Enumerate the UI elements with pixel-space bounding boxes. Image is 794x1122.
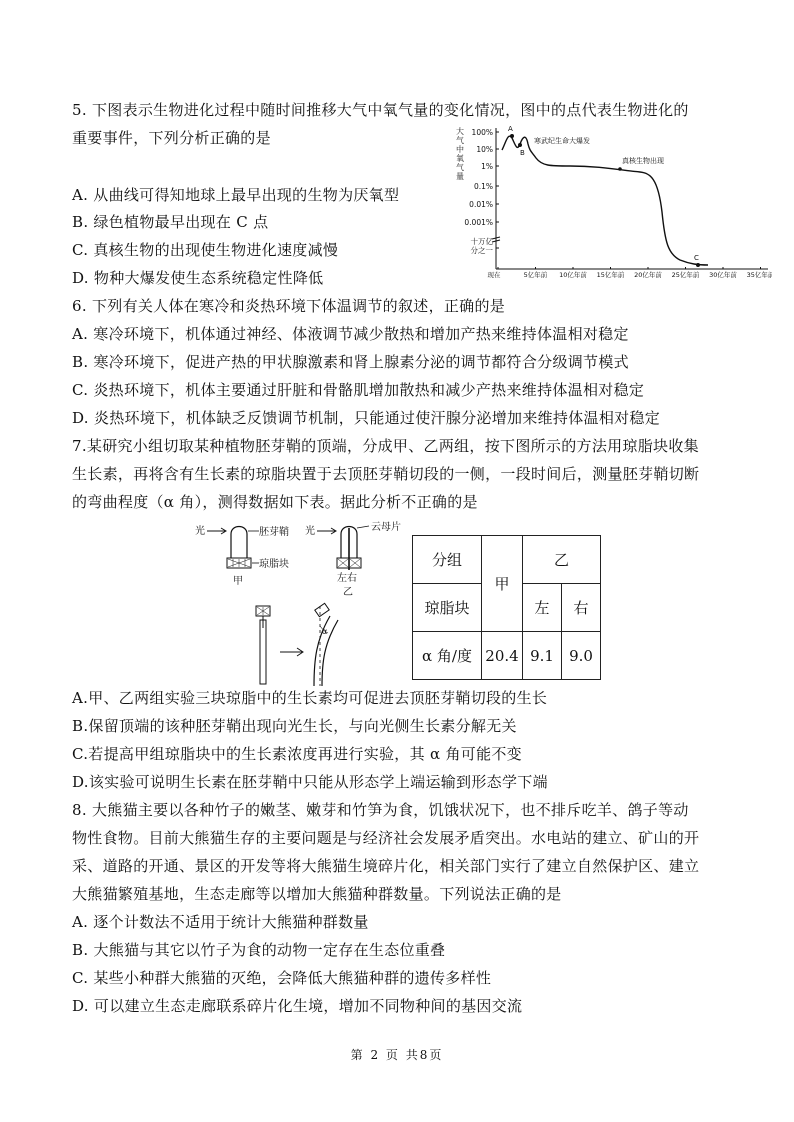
agar-label: 琼脂块 [259,559,289,570]
agar-block-d [315,603,329,616]
svg-text:大: 大 [456,127,464,136]
light-label-b: 光 [305,526,315,537]
x-tick-label: 10亿年前 [559,271,587,279]
table-header-left: 左 [523,584,562,632]
q7-option-c: C.若提高甲组琼脂块中的生长素浓度再进行实验，其 α 角可能不变 [72,745,522,763]
oxygen-chart-svg [450,122,772,280]
svg-text:气: 气 [456,136,464,145]
oxygen-chart [450,122,772,280]
x-tick-label: 30亿年前 [709,271,737,279]
light-label-a: 光 [195,526,205,537]
q6-option-b: B. 寒冷环境下，促进产热的甲状腺激素和肾上腺素分泌的调节都符合分级调节模式 [72,353,629,371]
q8-option-a: A. 逐个计数法不适用于统计大熊猫种群数量 [72,913,369,931]
coleoptile-straight [260,620,266,684]
left-right-label: 左右 [337,573,357,584]
y-tick-label: 1% [481,162,493,171]
y-tick-label: 10% [476,145,493,154]
table-value-a: 20.4 [482,632,523,680]
annotation-cambrian: 寒武纪生命大爆发 [534,137,590,145]
sheath-label: 胚芽鞘 [259,527,289,538]
x-tick-label: 25亿年前 [671,271,700,279]
x-tick-label: 35亿年前 [746,271,772,279]
q5-option-d: D. 物种大爆发使生态系统稳定性降低 [72,269,324,287]
svg-text:氧: 氧 [456,154,464,163]
alpha-angle-table [412,535,601,680]
point-b [518,143,522,147]
q8-stem-line4: 大熊猫繁殖基地，生态走廊等以增加大熊猫种群数量。下列说法正确的是 [72,885,562,903]
q5-stem-line1: 5. 下图表示生物进化过程中随时间推移大气中氧气量的变化情况，图中的点代表生物进化的 [72,101,689,119]
q6-option-c: C. 炎热环境下，机体主要通过肝脏和骨骼肌增加散热和减少产热来维持体温相对稳定 [72,381,645,399]
q6-option-a: A. 寒冷环境下，机体通过神经、体液调节减少散热和增加产热来维持体温相对稳定 [72,325,629,343]
point-eukaryote [618,167,622,171]
table-row-label: α 角/度 [413,632,482,680]
table-header-b: 乙 [523,536,601,584]
point-a-label: A [508,125,513,133]
y-tick-label: 0.1% [473,182,493,191]
q8-stem-line3: 采、道路的开通、景区的开发等将大熊猫生境碎片化，相关部门实行了建立自然保护区、建立 [72,857,700,875]
x-tick-label: 20亿年前 [634,271,662,279]
q8-option-b: B. 大熊猫与其它以竹子为食的动物一定存在生态位重叠 [72,941,446,959]
page-footer: 第 2 页 共8页 [350,1048,444,1062]
q7-option-a: A.甲、乙两组实验三块琼脂中的生长素均可促进去顶胚芽鞘切段的生长 [72,689,548,707]
oxygen-curve [502,136,708,265]
point-a [510,134,514,138]
q5-stem-line2: 重要事件，下列分析正确的是 [72,129,271,147]
diagram-bending [250,600,390,688]
diagram-group-b [305,518,405,598]
q6-option-d: D. 炎热环境下，机体缺乏反馈调节机制，只能通过使汗腺分泌增加来维持体温相对稳定 [72,409,661,427]
q8-option-c: C. 某些小种群大熊猫的灭绝，会降低大熊猫种群的遗传多样性 [72,969,492,987]
y-tick-label: 分之一 [470,246,493,255]
q7-stem-line3: 的弯曲程度（α 角），测得数据如下表。据此分析不正确的是 [72,493,478,511]
svg-text:量: 量 [456,172,464,181]
point-b-label: B [520,149,525,157]
q8-stem-line2: 物性食物。目前大熊猫生存的主要问题是与经济社会发展矛盾突出。水电站的建立、矿山的开 [72,829,700,847]
q7-option-d: D.该实验可说明生长素在胚芽鞘中只能从形态学上端运输到形态学下端 [72,773,548,791]
annotation-eukaryote: 真核生物出现 [622,157,664,165]
y-tick-label: 0.001% [464,218,493,227]
table-header-a: 甲 [482,536,523,632]
table-header-agar: 琼脂块 [413,584,482,632]
q5-option-a: A. 从曲线可得知地球上最早出现的生物为厌氧型 [72,186,400,204]
diagram-group-a [195,518,305,588]
q5-option-c: C. 真核生物的出现使生物进化速度减慢 [72,241,339,259]
point-c-label: C [694,254,699,262]
q7-stem-line2: 生长素，再将含有生长素的琼脂块置于去顶胚芽鞘切段的一侧，一段时间后，测量胚芽鞘切断 [72,465,700,483]
y-tick-label: 十万亿 [470,237,493,246]
alpha-label: α [322,627,328,636]
svg-text:气: 气 [456,163,464,172]
q7-stem-line1: 7.某研究小组切取某种植物胚芽鞘的顶端，分成甲、乙两组，按下图所示的方法用琼脂块收集 [72,437,699,455]
y-tick-label: 100% [471,128,493,137]
x-tick-label: 5亿年前 [523,271,548,279]
y-tick-label: 0.01% [469,200,493,209]
svg-text:中: 中 [456,145,464,154]
q7-option-b: B.保留顶端的该种胚芽鞘出现向光生长，与向光侧生长素分解无关 [72,717,517,735]
q5-option-b: B. 绿色植物最早出现在 C 点 [72,213,269,231]
point-c [696,263,700,267]
table-value-left: 9.1 [523,632,562,680]
x-tick-label: 现在 [487,271,501,279]
mica-label: 云母片 [371,522,401,533]
group-b-label: 乙 [343,587,353,598]
coleoptile-tip-a [231,527,247,559]
table-header-group: 分组 [413,536,482,584]
q8-option-d: D. 可以建立生态走廊联系碎片化生境，增加不同物种间的基因交流 [72,997,523,1015]
group-a-label: 甲 [233,576,243,587]
y-axis-label [456,126,464,181]
table-value-right: 9.0 [562,632,601,680]
q6-stem: 6. 下列有关人体在寒冷和炎热环境下体温调节的叙述，正确的是 [72,297,506,315]
q8-stem-line1: 8. 大熊猫主要以各种竹子的嫩茎、嫩芽和竹笋为食，饥饿状况下，也不排斥吃羊、鸽子等动 [72,801,689,819]
table-header-right: 右 [562,584,601,632]
x-tick-label: 15亿年前 [596,271,625,279]
